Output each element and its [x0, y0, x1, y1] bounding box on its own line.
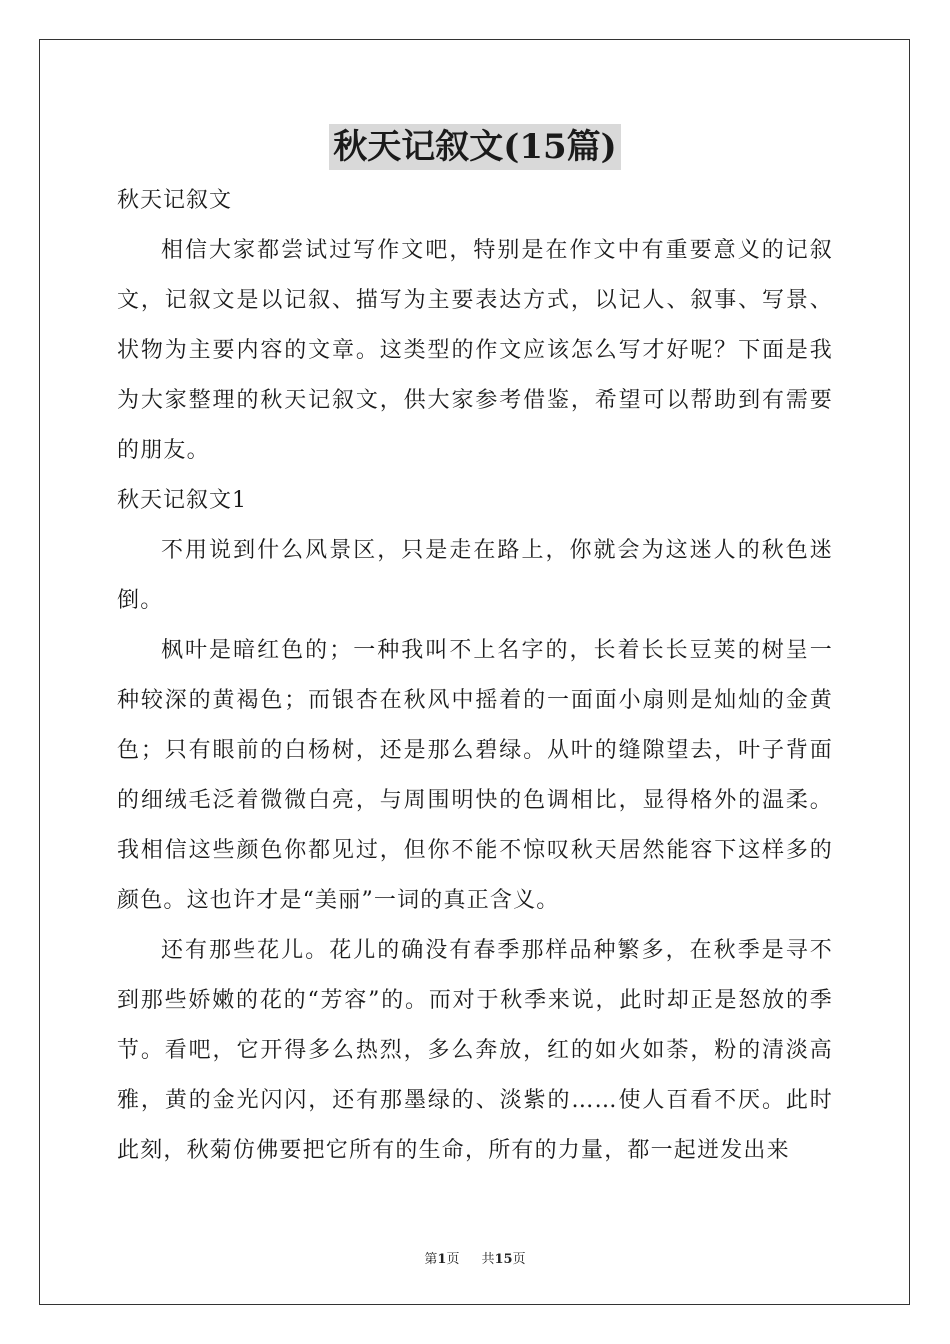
document-body	[117, 176, 833, 1176]
total-prefix: 共	[481, 1252, 495, 1267]
page-current: 1	[437, 1252, 447, 1267]
body-paragraph: 相信大家都尝试过写作文吧，特别是在作文中有重要意义的记叙文，记叙文是以记叙、描写为主要表达方式，以记人、叙事、写景、状物为主要内容的文章。这类型的作文应该怎么写才好呢？下面是我为大家整理的秋天记叙文，供大家参考借鉴，希望可以帮助到有需要的朋友。	[117, 238, 833, 463]
page-prefix: 第	[424, 1252, 438, 1267]
section-heading: 秋天记叙文1	[117, 488, 247, 513]
title-container	[0, 124, 950, 170]
page-footer	[0, 1248, 950, 1267]
section-heading: 秋天记叙文	[117, 188, 233, 213]
document-title[interactable]: 秋天记叙文(15篇)	[329, 124, 621, 170]
body-paragraph: 还有那些花儿。花儿的确没有春季那样品种繁多，在秋季是寻不到那些娇嫩的花的“芳容”的。而对于秋季来说，此时却正是怒放的季节。看吧，它开得多么热烈，多么奔放，红的如火如荼，粉的清淡高雅，黄的金光闪闪，还有那墨绿的、淡紫的……使人百看不厌。此时此刻，秋菊仿佛要把它所有的生命，所有的力量，都一起迸发出来	[117, 938, 833, 1163]
page-suffix: 页	[446, 1252, 460, 1267]
page-total: 15	[494, 1252, 513, 1267]
body-paragraph: 不用说到什么风景区，只是走在路上，你就会为这迷人的秋色迷倒。	[117, 538, 833, 613]
body-paragraph: 枫叶是暗红色的；一种我叫不上名字的，长着长长豆荚的树呈一种较深的黄褐色；而银杏在秋风中摇着的一面面小扇则是灿灿的金黄色；只有眼前的白杨树，还是那么碧绿。从叶的缝隙望去，叶子背面的细绒毛泛着微微白亮，与周围明快的色调相比，显得格外的温柔。我相信这些颜色你都见过，但你不能不惊叹秋天居然能容下这样多的颜色。这也许才是“美丽”一词的真正含义。	[117, 638, 833, 913]
total-suffix: 页	[512, 1252, 526, 1267]
